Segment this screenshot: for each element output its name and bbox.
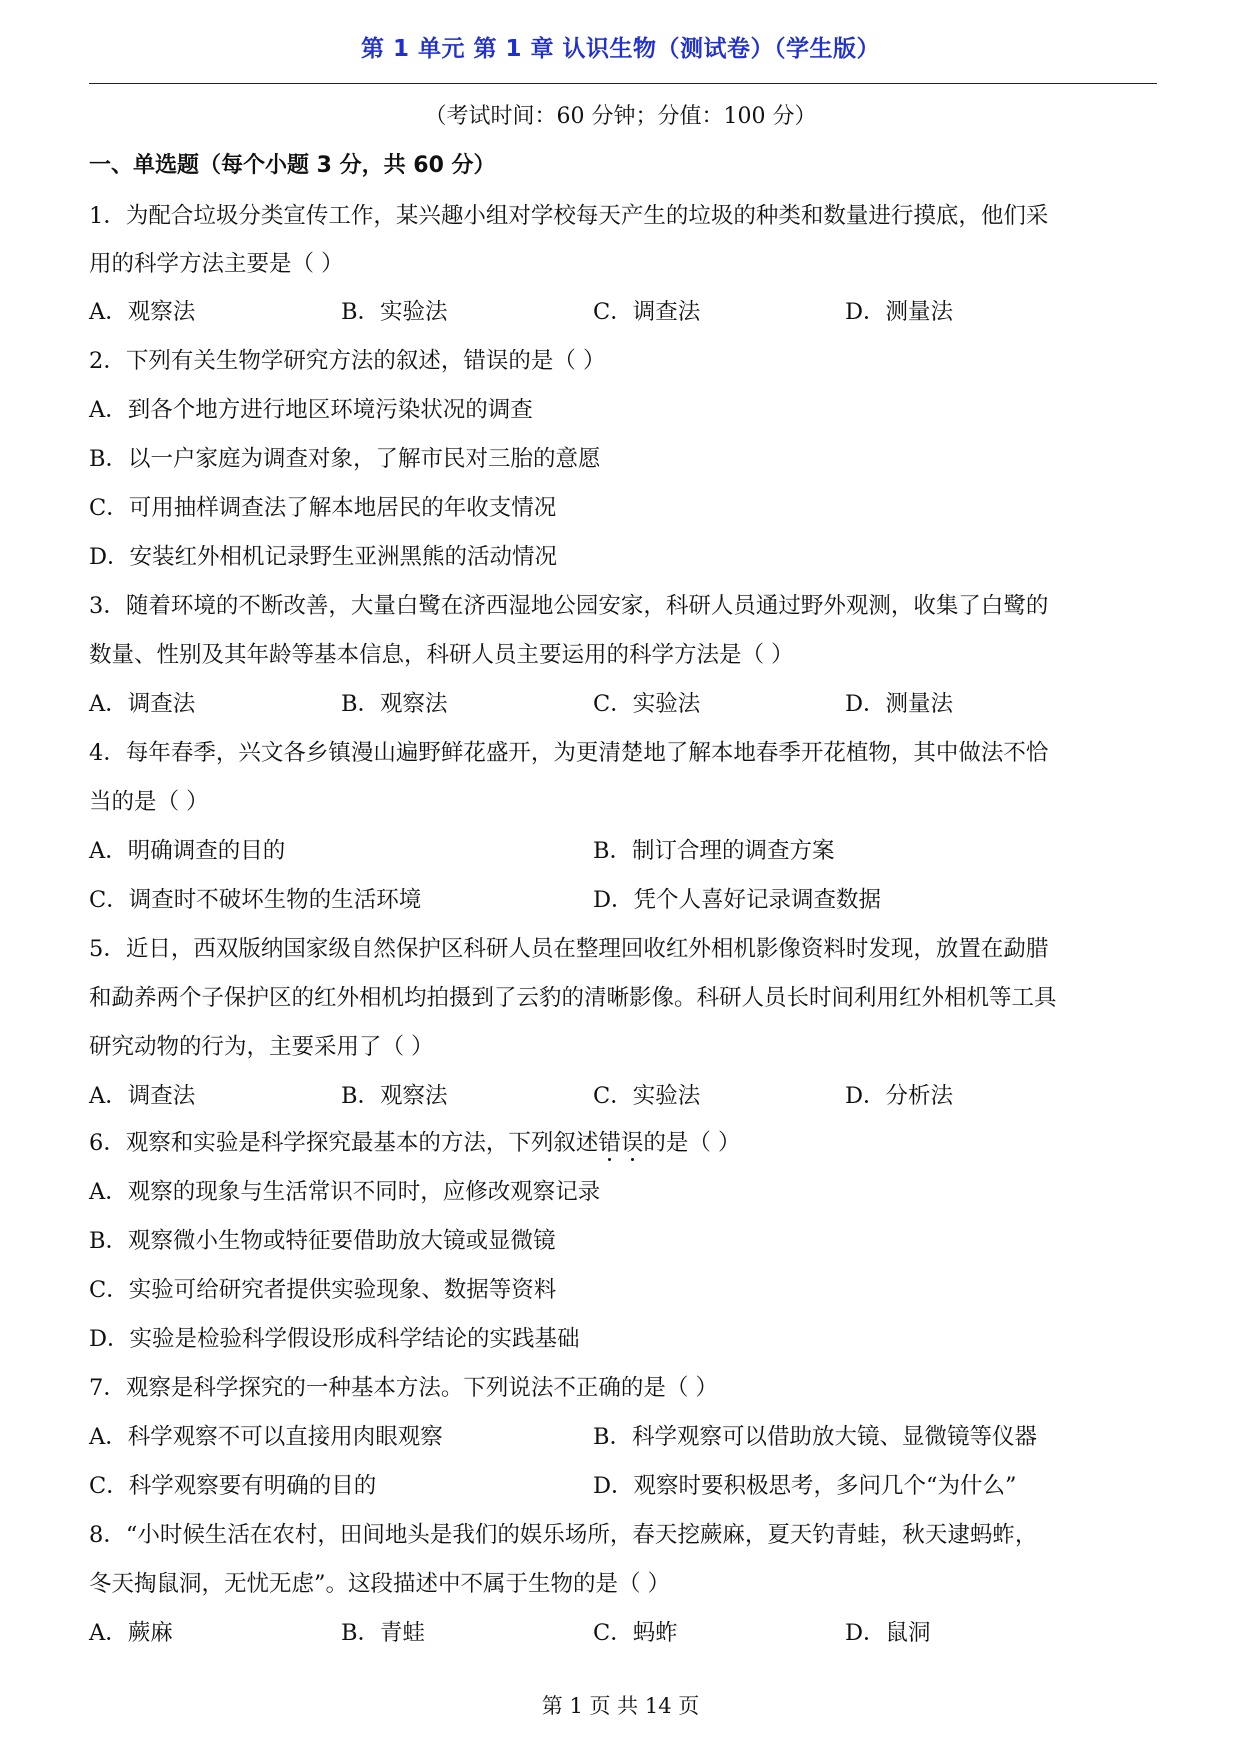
question-5-line-2: 和勐养两个子保护区的红外相机均拍摄到了云豹的清晰影像。科研人员长时间利用红外相机等工具 <box>89 985 1057 1011</box>
question-3-line-2: 数量、性别及其年龄等基本信息，科研人员主要运用的科学方法是（ ） <box>89 642 794 668</box>
question-6-option-c: C．实验可给研究者提供实验现象、数据等资料 <box>89 1277 557 1303</box>
question-2-option-d: D．安装红外相机记录野生亚洲黑熊的活动情况 <box>89 544 558 570</box>
page-header-title: 第 1 单元 第 1 章 认识生物（测试卷）（学生版） <box>360 36 881 62</box>
question-3-option-b: B．观察法 <box>341 691 448 717</box>
question-8-line-2: 冬天掏鼠洞，无忧无虑”。这段描述中不属于生物的是（ ） <box>89 1571 671 1597</box>
question-5-option-c: C．实验法 <box>593 1083 701 1109</box>
question-2-option-a: A．到各个地方进行地区环境污染状况的调查 <box>89 397 533 423</box>
question-2-option-b: B．以一户家庭为调查对象，了解市民对三胎的意愿 <box>89 446 601 472</box>
question-7-line-1: 7．观察是科学探究的一种基本方法。下列说法不正确的是（ ） <box>89 1375 718 1401</box>
question-4-option-d: D．凭个人喜好记录调查数据 <box>593 887 882 913</box>
question-8-option-d: D．鼠洞 <box>845 1620 931 1646</box>
question-6-option-d: D．实验是检验科学假设形成科学结论的实践基础 <box>89 1326 580 1352</box>
question-5-option-b: B．观察法 <box>341 1083 448 1109</box>
question-6-text-end: 的是（ ） <box>643 1130 741 1156</box>
question-4-option-c: C．调查时不破坏生物的生活环境 <box>89 887 422 913</box>
question-3-option-a: A．调查法 <box>89 691 196 717</box>
exam-info: （考试时间：60 分钟；分值：100 分） <box>424 104 817 129</box>
question-3-option-c: C．实验法 <box>593 691 701 717</box>
question-4-option-a: A．明确调查的目的 <box>89 838 286 864</box>
question-6-option-a: A．观察的现象与生活常识不同时，应修改观察记录 <box>89 1179 601 1205</box>
question-1-line-1: 1．为配合垃圾分类宣传工作，某兴趣小组对学校每天产生的垃圾的种类和数量进行摸底，他们采 <box>89 203 1049 229</box>
section-title: 一、单选题（每个小题 3 分，共 60 分） <box>89 153 496 178</box>
question-8-option-b: B．青蛙 <box>341 1620 426 1646</box>
question-5-line-1: 5．近日，西双版纳国家级自然保护区科研人员在整理回收红外相机影像资料时发现，放置在勐腊 <box>89 936 1049 962</box>
question-1-option-d: D．测量法 <box>845 299 954 325</box>
question-5-line-3: 研究动物的行为，主要采用了（ ） <box>89 1034 434 1060</box>
question-6-line-1 <box>89 1125 741 1157</box>
question-7-option-c: C．科学观察要有明确的目的 <box>89 1473 377 1499</box>
question-7-option-d: D．观察时要积极思考，多问几个“为什么” <box>593 1473 1017 1499</box>
question-1-option-a: A．观察法 <box>89 299 196 325</box>
question-8-line-1: 8．“小时候生活在农村，田间地头是我们的娱乐场所，春天挖蕨麻，夏天钓青蛙，秋天逮蚂蚱， <box>89 1522 1038 1548</box>
question-1-option-c: C．调查法 <box>593 299 701 325</box>
question-1-line-2: 用的科学方法主要是（ ） <box>89 251 344 277</box>
question-6-option-b: B．观察微小生物或特征要借助放大镜或显微镜 <box>89 1228 556 1254</box>
page-footer: 第 1 页 共 14 页 <box>541 1694 700 1718</box>
question-3-line-1: 3．随着环境的不断改善，大量白鹭在济西湿地公园安家，科研人员通过野外观测，收集了白鹭的 <box>89 593 1049 619</box>
question-6-text-start: 6．观察和实验是科学探究最基本的方法，下列叙述 <box>89 1130 599 1156</box>
emphasis-char-2: 误 <box>620 1130 644 1156</box>
emphasis-char-1: 错 <box>598 1130 621 1156</box>
question-8-option-a: A．蕨麻 <box>89 1620 173 1646</box>
question-2-line-1: 2．下列有关生物学研究方法的叙述，错误的是（ ） <box>89 348 606 374</box>
question-2-option-c: C．可用抽样调查法了解本地居民的年收支情况 <box>89 495 557 521</box>
question-3-option-d: D．测量法 <box>845 691 954 717</box>
question-4-option-b: B．制订合理的调查方案 <box>593 838 835 864</box>
question-7-option-b: B．科学观察可以借助放大镜、显微镜等仪器 <box>593 1424 1038 1450</box>
question-7-option-a: A．科学观察不可以直接用肉眼观察 <box>89 1424 443 1450</box>
question-5-option-d: D．分析法 <box>845 1083 954 1109</box>
question-4-line-2: 当的是（ ） <box>89 789 209 815</box>
header-divider <box>89 83 1157 84</box>
question-8-option-c: C．蚂蚱 <box>593 1620 678 1646</box>
question-1-option-b: B．实验法 <box>341 299 448 325</box>
question-5-option-a: A．调查法 <box>89 1083 196 1109</box>
question-4-line-1: 4．每年春季，兴文各乡镇漫山遍野鲜花盛开，为更清楚地了解本地春季开花植物，其中做法不恰 <box>89 740 1049 766</box>
